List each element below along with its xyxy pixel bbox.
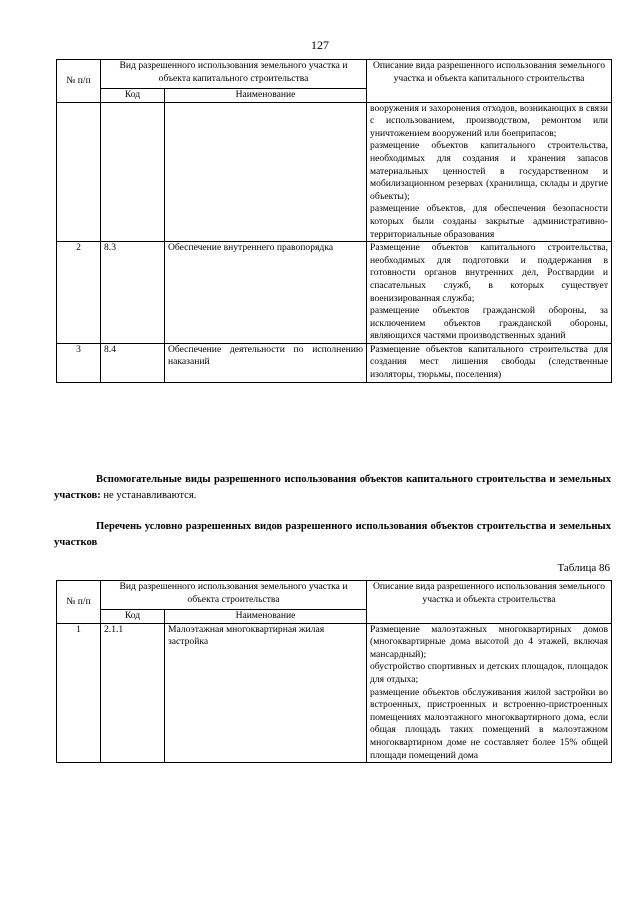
description-line: размещение объектов капитального строительства, необходимых для создания и хранения запасов материальных ценностей в государственном и мобилизационном резервах (хранилища, склады и другие объекты); — [370, 140, 609, 202]
row-code: 8.4 — [101, 343, 165, 382]
row-name: Малоэтажная многоквартирная жилая застройка — [165, 623, 367, 763]
header-name: Наименование — [165, 89, 367, 103]
description-line: размещение объектов гражданской обороны, за исключением объектов гражданской обороны, являющихся частями производственных зданий — [370, 305, 609, 342]
row-code: 2.1.1 — [101, 623, 165, 763]
description-cell — [367, 343, 612, 382]
row-code: 8.3 — [101, 242, 165, 344]
description-line: Размещение объектов капитального строительства, необходимых для подготовки и поддержания в готовности органов внутренних дел, Росгвардии и спасательных служб, в которых существует военизированная служба; — [370, 242, 609, 304]
description-line: вооружения и захоронения отходов, возникающих в связи с использованием, производством, ремонтом или уничтожением вооружений или боеприпасов; — [370, 102, 609, 139]
description-cell — [367, 623, 612, 763]
header-code: Код — [101, 610, 165, 624]
row-num: 1 — [57, 623, 101, 763]
aux-uses-paragraph — [54, 472, 611, 504]
header-num: № п/п — [57, 581, 101, 624]
row-name: Обеспечение внутреннего правопорядка — [165, 242, 367, 344]
header-name: Наименование — [165, 610, 367, 624]
header-description: Описание вида разрешенного использования земельного участка и объекта капитального строительства — [367, 60, 612, 103]
header-num: № п/п — [57, 60, 101, 103]
table-row — [57, 242, 612, 344]
table-conditional-uses — [56, 580, 612, 763]
table-permitted-uses — [56, 59, 612, 383]
header-code: Код — [101, 89, 165, 103]
header-use-group: Вид разрешенного использования земельного участка и объекта строительства — [101, 581, 367, 610]
table-row — [57, 343, 612, 382]
row-name: Обеспечение деятельности по исполнению наказаний — [165, 343, 367, 382]
aux-uses-normal: не устанавливаются. — [100, 490, 197, 501]
header-description: Описание вида разрешенного использования земельного участка и объекта строительства — [367, 581, 612, 624]
description-cell — [367, 102, 612, 242]
description-cell — [367, 242, 612, 344]
aux-uses-bold: Вспомогательные виды разрешенного использования объектов капитального строительства и земельных участков: — [54, 474, 611, 501]
row-num: 3 — [57, 343, 101, 382]
description-line: обустройство спортивных и детских площадок, площадок для отдыха; — [370, 661, 608, 685]
table-caption: Таблица 86 — [557, 562, 610, 574]
table-row — [57, 623, 612, 763]
description-line: размещение объектов, для обеспечения безопасности которых были созданы закрытые административно-территориальные образования — [370, 203, 609, 240]
description-line: размещение объектов обслуживания жилой застройки во встроенных, пристроенных и встроенно-пристроенных помещениях малоэтажного многоквартирного дома, если общая площадь таких помещений в малоэтажном многоквартирном доме не составляет более 15% общей площади помещений дома — [370, 686, 608, 761]
conditional-uses-heading: Перечень условно разрешенных видов разрешенного использования объектов строительства и земельных участков — [54, 521, 611, 548]
row-num: 2 — [57, 242, 101, 344]
page-number: 127 — [311, 38, 329, 52]
description-line: Размещение малоэтажных многоквартирных домов (многоквартирные дома высотой до 4 этажей, включая мансардный); — [370, 623, 608, 660]
description-line: Размещение объектов капитального строительства для создания мест лишения свободы (следственные изоляторы, тюрьмы, поселения) — [370, 343, 609, 381]
header-use-group: Вид разрешенного использования земельного участка и объекта капитального строительства — [101, 60, 367, 89]
table-row — [57, 102, 612, 242]
